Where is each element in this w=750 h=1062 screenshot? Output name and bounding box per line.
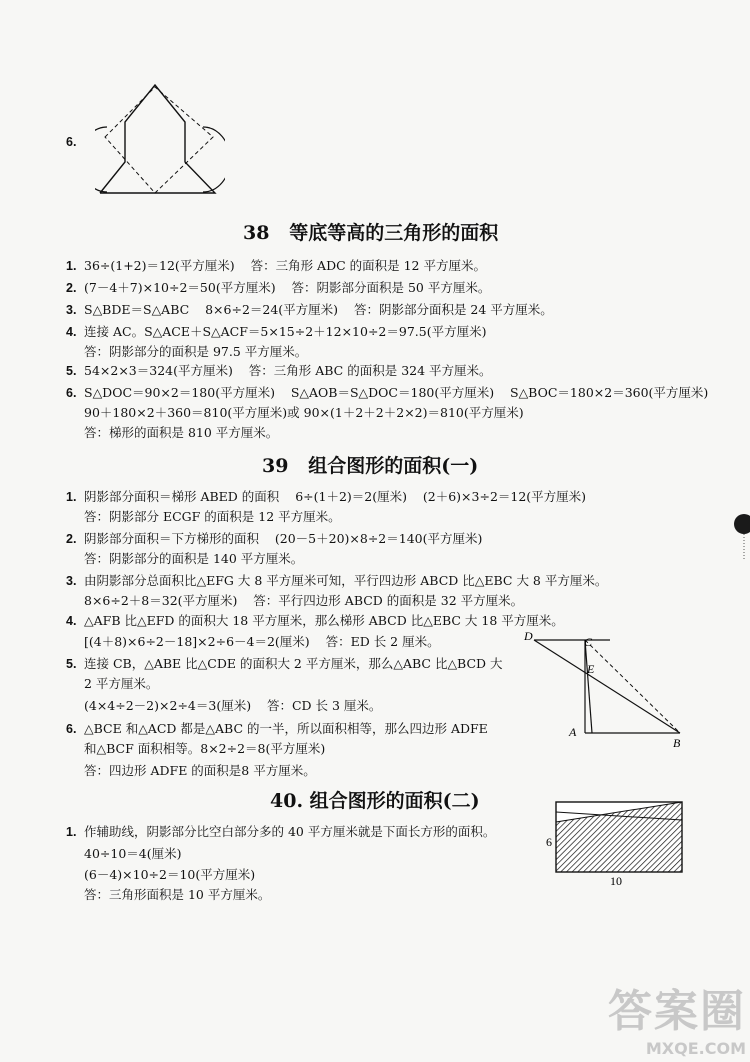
section-39-title: 39 组合图形的面积(一) (262, 455, 479, 477)
s38-line-6-answer: 答：梯形的面积是 810 平方厘米。 (84, 425, 279, 440)
fig39-label-a: A (569, 725, 577, 739)
s40-line-1c: (6－4)×10÷2＝10(平方厘米) (84, 867, 256, 882)
top-figure-number: 6. (66, 135, 77, 149)
s39-line-2-answer: 答：阴影部分的面积是 140 平方厘米。 (84, 551, 304, 566)
s39-line-4b: [(4＋8)×6÷2－18]×2÷6－4＝2(厘米) 答：ED 长 2 厘米。 (84, 634, 440, 649)
fig39-label-e: E (587, 662, 595, 676)
s39-num-1: 1. (66, 490, 77, 504)
s39-num-5: 5. (66, 657, 77, 671)
s39-line-5c: (4×4÷2－2)×2÷4＝3(厘米) 答：CD 长 3 厘米。 (84, 698, 382, 713)
s38-line-3: S△BDE＝S△ABC 8×6÷2＝24(平方厘米) 答：阴影部分面积是 24 平方厘米。 (84, 302, 553, 317)
s39-line-5b: 2 平方厘米。 (84, 676, 159, 691)
s38-line-5: 54×2×3＝324(平方厘米) 答：三角形 ABC 的面积是 324 平方厘米。 (84, 363, 492, 378)
watermark-title: 答案圈 (608, 986, 746, 1037)
s38-line-4-answer: 答：阴影部分的面积是 97.5 平方厘米。 (84, 344, 308, 359)
s38-line-2: (7－4＋7)×10÷2＝50(平方厘米) 答：阴影部分面积是 50 平方厘米。 (84, 280, 491, 295)
section-39-figure (520, 630, 695, 750)
s39-line-3: 由阴影部分总面积比△EFG 大 8 平方厘米可知，平行四边形 ABCD 比△EBC 大 8 平方厘米。 (84, 573, 608, 588)
s39-line-6-answer: 答：四边形 ADFE 的面积是8 平方厘米。 (84, 763, 316, 778)
s38-line-1: 36÷(1+2)＝12(平方厘米) 答：三角形 ADC 的面积是 12 平方厘米。 (84, 258, 486, 273)
s39-num-6: 6. (66, 722, 77, 736)
fig40-label-side: 6 (546, 835, 552, 849)
fig39-label-c: C (584, 635, 593, 649)
section-40-figure (540, 796, 700, 888)
s39-line-4: △AFB 比△EFD 的面积大 18 平方厘米，那么梯形 ABCD 比△EBC 大 18 平方厘米。 (84, 613, 564, 628)
s39-num-3: 3. (66, 574, 77, 588)
s39-line-6b: 和△BCF 面积相等。8×2÷2＝8(平方厘米) (84, 741, 326, 756)
fig39-label-d: D (524, 630, 533, 643)
s38-num-2: 2. (66, 281, 77, 295)
s39-line-1-answer: 答：阴影部分 ECGF 的面积是 12 平方厘米。 (84, 509, 341, 524)
s39-line-5: 连接 CB，△ABE 比△CDE 的面积大 2 平方厘米，那么△ABC 比△BCD 大 (84, 656, 503, 671)
s38-num-3: 3. (66, 303, 77, 317)
s40-line-1b: 40÷10＝4(厘米) (84, 846, 182, 861)
fig40-label-bottom: 10 (610, 874, 622, 888)
s39-line-2: 阴影部分面积＝下方梯形的面积 (20－5＋20)×8÷2＝140(平方厘米) (84, 531, 483, 546)
s38-num-1: 1. (66, 259, 77, 273)
s38-line-6: S△DOC＝90×2＝180(平方厘米) S△AOB＝S△DOC＝180(平方厘米) S△BOC＝180×2＝360(平方厘米) (84, 385, 709, 400)
section-38-title: 38 等底等高的三角形的面积 (243, 222, 499, 244)
watermark (608, 975, 746, 1058)
s40-line-1: 作辅助线，阴影部分比空白部分多的 40 平方厘米就是下面长方形的面积。 (84, 824, 496, 839)
fig39-label-b: B (673, 736, 681, 750)
s39-line-1: 阴影部分面积＝梯形 ABED 的面积 6÷(1＋2)＝2(厘米) (2＋6)×3÷2＝12(平方厘米) (84, 489, 587, 504)
top-geometry-figure (95, 82, 225, 197)
section-40-title: 40. 组合图形的面积(二) (270, 790, 480, 812)
binding-edge-mark (720, 510, 750, 560)
s38-num-4: 4. (66, 325, 77, 339)
s39-line-6: △BCE 和△ACD 都是△ABC 的一半，所以面积相等，那么四边形 ADFE (84, 721, 488, 736)
s38-line-6b: 90＋180×2＋360＝810(平方厘米)或 90×(1＋2＋2＋2×2)＝810(平方厘米) (84, 405, 524, 420)
s40-num-1: 1. (66, 825, 77, 839)
s38-num-6: 6. (66, 386, 77, 400)
s38-num-5: 5. (66, 364, 77, 378)
s38-line-4: 连接 AC。S△ACE＋S△ACF＝5×15÷2＋12×10÷2＝97.5(平方厘米) (84, 324, 487, 339)
watermark-url: MXQE.COM (645, 1039, 746, 1058)
s39-num-4: 4. (66, 614, 77, 628)
s40-line-1-answer: 答：三角形面积是 10 平方厘米。 (84, 887, 271, 902)
s39-line-3b: 8×6÷2＋8＝32(平方厘米) 答：平行四边形 ABCD 的面积是 32 平方厘米。 (84, 593, 524, 608)
s39-num-2: 2. (66, 532, 77, 546)
